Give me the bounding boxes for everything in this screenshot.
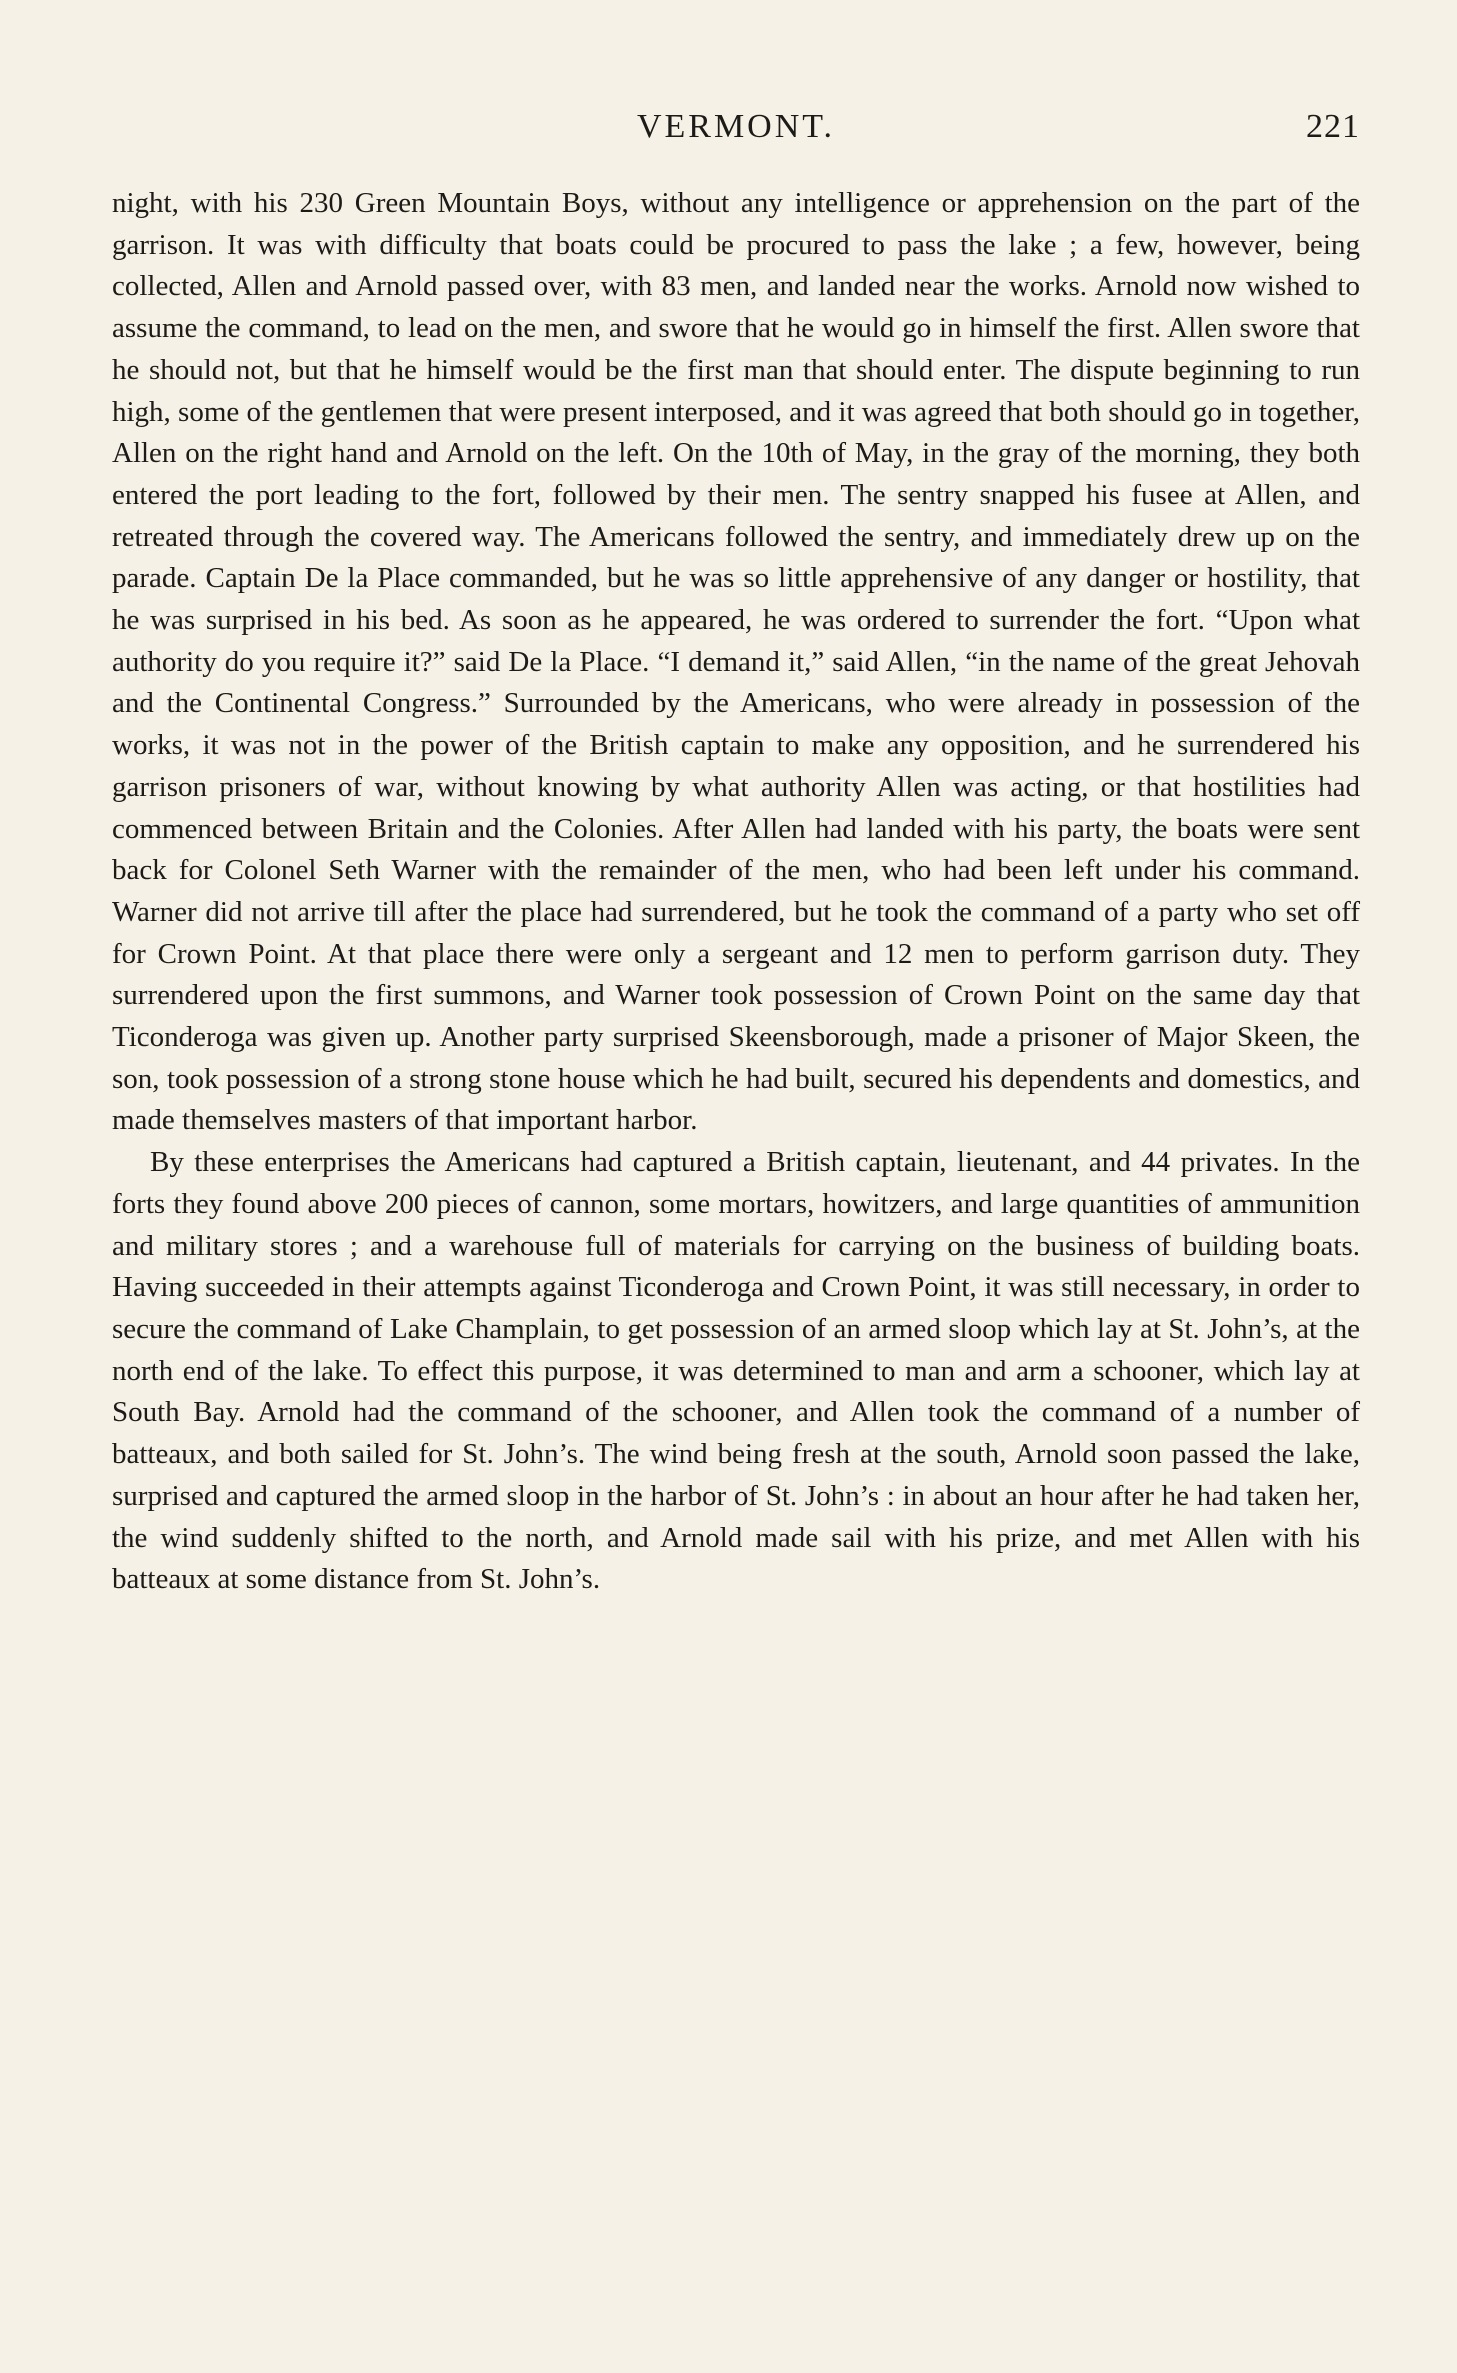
paragraph-continued: night, with his 230 Green Mountain Boys, without any intelligence or apprehension on the part of the garrison. It was with difficulty that boats could be procured to pass the lake ; a few, however, being collected, Allen and Arnold passed over, with 83 men, and landed near the works. Arnold now wished to assume the command, to lead on the men, and swore that he would go in himself the first. Allen swore that he should not, but that he himself would be the first man that should enter. The dispute beginning to run high, some of the gentlemen that were present interposed, and it was agreed that both should go in together, Allen on the right hand and Arnold on the left. On the 10th of May, in the gray of the morning, they both entered the port leading to the fort, followed by their men. The sentry snapped his fusee at Allen, and retreated through the covered way. The Americans followed the sentry, and immediately drew up on the parade. Captain De la Place commanded, but he was so little apprehensive of any danger or hostility, that he was surprised in his bed. As soon as he appeared, he was ordered to surrender the fort. “Upon what authority do you require it?” said De la Place. “I demand it,” said Allen, “in the name of the great Jehovah and the Continental Congress.” Surrounded by the Americans, who were already in possession of the works, it was not in the power of the British captain to make any opposition, and he surrendered his garrison prisoners of war, without knowing by what authority Allen was acting, or that hostilities had commenced between Britain and the Colonies. After Allen had landed with his party, the boats were sent back for Colonel Seth Warner with the remainder of the men, who had been left under his command. Warner did not arrive till after the place had surrendered, but he took the command of a party who set off for Crown Point. At that place there were only a sergeant and 12 men to perform garrison duty. They surrendered upon the first summons, and Warner took possession of Crown Point on the same day that Ticonderoga was given up. Another party surprised Skeensborough, made a prisoner of Major Skeen, the son, took possession of a strong stone house which he had built, secured his dependents and domestics, and made themselves masters of that important harbor. (112, 187, 1360, 1137)
running-head (112, 103, 1360, 151)
paragraph: By these enterprises the Americans had captured a British captain, lieutenant, and 44 privates. In the forts they found above 200 pieces of cannon, some mortars, howitzers, and large quantities of ammunition and military stores ; and a warehouse full of materials for carrying on the business of building boats. Having succeeded in their attempts against Ticonderoga and Crown Point, it was still necessary, in order to secure the command of Lake Champlain, to get possession of an armed sloop which lay at St. John’s, at the north end of the lake. To effect this purpose, it was determined to man and arm a schooner, which lay at South Bay. Arnold had the command of the schooner, and Allen took the command of a number of batteaux, and both sailed for St. John’s. The wind being fresh at the south, Arnold soon passed the lake, surprised and captured the armed sloop in the harbor of St. John’s : in about an hour after he had taken her, the wind suddenly shifted to the north, and Arnold made sail with his prize, and met Allen with his batteaux at some distance from St. John’s. (112, 1146, 1360, 1596)
running-title: VERMONT. (636, 108, 836, 145)
page-number: 221 (1306, 108, 1360, 145)
body-text (112, 183, 1360, 1601)
